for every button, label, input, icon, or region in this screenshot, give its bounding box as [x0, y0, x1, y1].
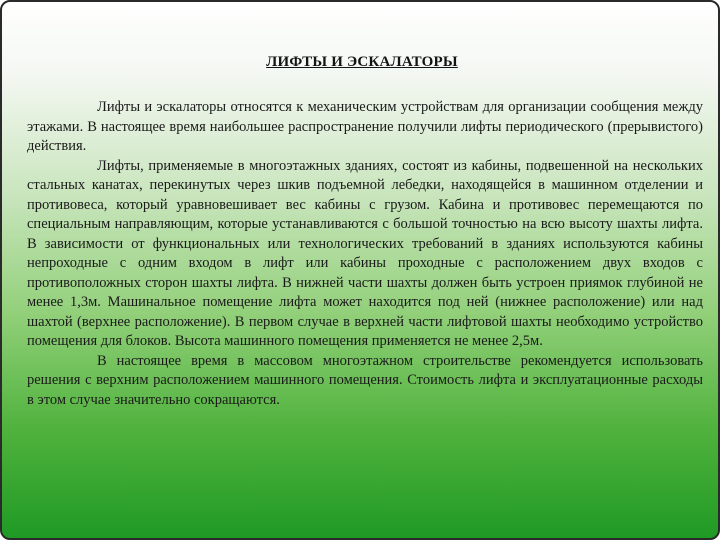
paragraph-intro: Лифты и эскалаторы относятся к механическим устройствам для организации сообщения между этажами. В настоящее время наибольшее распространение получили лифты периодического (прерывистого) действия.: [27, 99, 703, 154]
paragraph-recommendation: В настоящее время в массовом многоэтажном строительстве рекомендуется использовать решения с верхним расположением машинного помещения. Стоимость лифта и эксплуатационные расходы в этом случае значительно сокращаются.: [27, 352, 703, 408]
page-title: ЛИФТЫ И ЭСКАЛАТОРЫ: [266, 54, 458, 70]
body-text: [27, 98, 703, 410]
paragraph-lift-structure: Лифты, применяемые в многоэтажных зданиях, состоят из кабины, подвешенной на нескольких стальных канатах, перекинутых через шкив подъемной лебедки, находящейся в машинном отделении и противовеса, который уравновешивает вес кабины с грузом. Кабина и противовес перемещаются по специальным направляющим, которые устанавливаются с большой точностью на всю высоту шахты лифта. В зависимости от функциональных или технологических требований в зданиях используются кабины непроходные с одним входом в лифт или кабины проходные с расположением двух входов с противоположных сторон шахты лифта. В нижней части шахты должен быть устроен приямок глубиной не менее 1,3м. Машинальное помещение лифта может находится под ней (нижнее расположение) или над шахтой (верхнее расположение). В первом случае в верхней части лифтовой шахты необходимо устройство помещения для блоков. Высота машинного помещения применяется не менее 2,5м.: [27, 157, 703, 349]
